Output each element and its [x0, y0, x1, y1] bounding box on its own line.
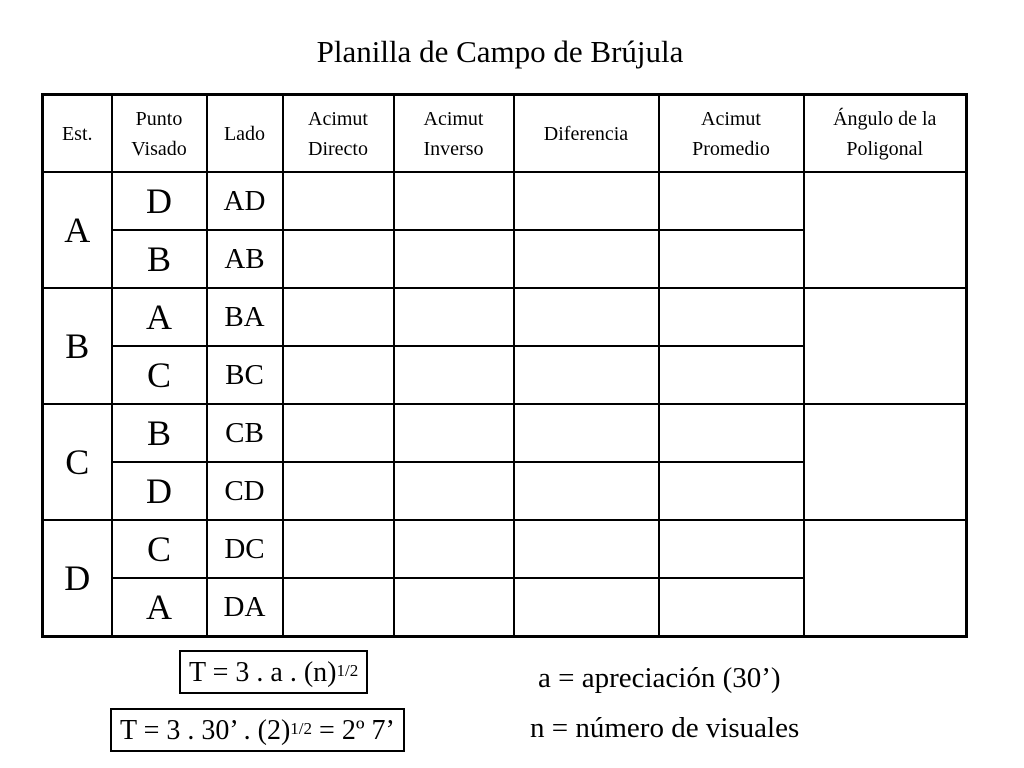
station-cell: D [43, 520, 112, 637]
punto-visado-cell: A [112, 288, 207, 346]
punto-visado-cell: A [112, 578, 207, 637]
acimut-directo-cell [283, 172, 394, 230]
note-numero-visuales: n = número de visuales [530, 712, 800, 744]
acimut-promedio-cell [659, 172, 804, 230]
acimut-inverso-cell [394, 172, 514, 230]
acimut-promedio-cell [659, 520, 804, 578]
tolerance-formula-base: T = 3 . a . (n) [189, 657, 337, 688]
tolerance-calculation-result: = 2º 7’ [312, 715, 395, 746]
table-row [43, 404, 967, 462]
station-cell: A [43, 172, 112, 288]
diferencia-cell [514, 288, 659, 346]
acimut-inverso-cell [394, 230, 514, 288]
punto-visado-cell: D [112, 172, 207, 230]
angulo-poligonal-cell [804, 172, 967, 288]
table-row [43, 172, 967, 230]
note-apreciacion: a = apreciación (30’) [538, 662, 781, 694]
tolerance-calculation [110, 708, 405, 752]
acimut-directo-cell [283, 520, 394, 578]
acimut-promedio-cell [659, 578, 804, 637]
header-diferencia: Diferencia [514, 95, 659, 173]
header-acimut-directo: Acimut Directo [283, 95, 394, 173]
acimut-promedio-cell [659, 462, 804, 520]
angulo-poligonal-cell [804, 288, 967, 404]
lado-cell: AD [207, 172, 283, 230]
acimut-directo-cell [283, 404, 394, 462]
punto-visado-cell: C [112, 520, 207, 578]
diferencia-cell [514, 520, 659, 578]
angulo-poligonal-cell [804, 520, 967, 637]
acimut-inverso-cell [394, 462, 514, 520]
acimut-directo-cell [283, 346, 394, 404]
tolerance-formula [179, 650, 368, 694]
header-est: Est. [43, 95, 112, 173]
header-row [43, 95, 967, 173]
acimut-directo-cell [283, 230, 394, 288]
header-angulo-poligonal: Ángulo de la Poligonal [804, 95, 967, 173]
page-title: Planilla de Campo de Brújula [316, 34, 684, 69]
diferencia-cell [514, 346, 659, 404]
lado-cell: AB [207, 230, 283, 288]
punto-visado-cell: D [112, 462, 207, 520]
tolerance-calculation-exponent: 1/2 [290, 719, 313, 738]
diferencia-cell [514, 462, 659, 520]
lado-cell: CB [207, 404, 283, 462]
station-cell: B [43, 288, 112, 404]
punto-visado-cell: B [112, 230, 207, 288]
acimut-promedio-cell [659, 288, 804, 346]
acimut-directo-cell [283, 288, 394, 346]
acimut-promedio-cell [659, 230, 804, 288]
lado-cell: CD [207, 462, 283, 520]
diferencia-cell [514, 172, 659, 230]
acimut-promedio-cell [659, 404, 804, 462]
acimut-inverso-cell [394, 288, 514, 346]
acimut-directo-cell [283, 462, 394, 520]
header-punto-visado: Punto Visado [112, 95, 207, 173]
diferencia-cell [514, 404, 659, 462]
angulo-poligonal-cell [804, 404, 967, 520]
table-row [43, 520, 967, 578]
lado-cell: DC [207, 520, 283, 578]
field-sheet-table [41, 93, 968, 638]
punto-visado-cell: C [112, 346, 207, 404]
station-cell: C [43, 404, 112, 520]
header-lado: Lado [207, 95, 283, 173]
lado-cell: BA [207, 288, 283, 346]
diferencia-cell [514, 578, 659, 637]
lado-cell: DA [207, 578, 283, 637]
acimut-inverso-cell [394, 404, 514, 462]
acimut-promedio-cell [659, 346, 804, 404]
acimut-inverso-cell [394, 346, 514, 404]
tolerance-formula-exponent: 1/2 [336, 661, 359, 680]
acimut-inverso-cell [394, 578, 514, 637]
header-acimut-promedio: Acimut Promedio [659, 95, 804, 173]
diferencia-cell [514, 230, 659, 288]
acimut-directo-cell [283, 578, 394, 637]
table-row [43, 288, 967, 346]
header-acimut-inverso: Acimut Inverso [394, 95, 514, 173]
acimut-inverso-cell [394, 520, 514, 578]
lado-cell: BC [207, 346, 283, 404]
punto-visado-cell: B [112, 404, 207, 462]
tolerance-calculation-base: T = 3 . 30’ . (2) [120, 715, 291, 746]
